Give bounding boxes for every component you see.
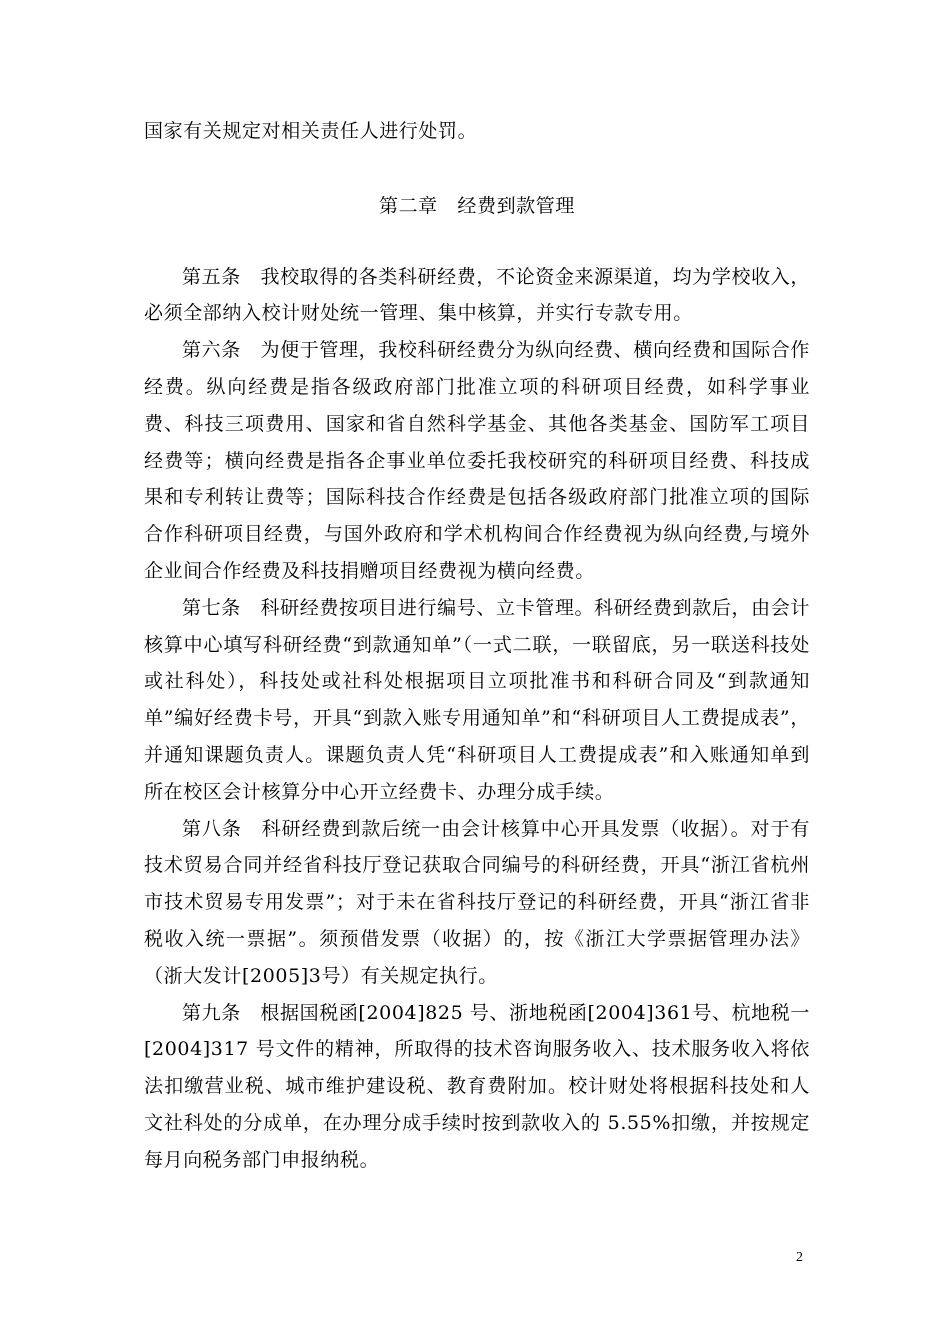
article-5: 第五条 我校取得的各类科研经费，不论资金来源渠道，均为学校收入，必须全部纳入校计财处统一管理、集中核算，并实行专款专用。 [144, 265, 810, 325]
chapter-title: 第二章 经费到款管理 [378, 194, 575, 217]
article-6: 第六条 为便于管理，我校科研经费分为纵向经费、横向经费和国际合作经费。纵向经费是指各级政府部门批准立项的科研项目经费，如科学事业费、科技三项费用、国家和省自然科学基金、其他各类基金、国防军工项目经费等；横向经费是指各企事业单位委托我校研究的科研项目经费、科技成果和专利转让费等；国际科技合作经费是包括各级政府部门批准立项的国际合作科研项目经费，与国外政府和学术机构间合作经费视为纵向经费,与境外企业间合作经费及科技捐赠项目经费视为横向经费。 [144, 339, 810, 582]
lead-paragraph: 国家有关规定对相关责任人进行处罚。 [144, 120, 478, 142]
page-number: 2 [796, 1250, 803, 1265]
article-7: 第七条 科研经费按项目进行编号、立卡管理。科研经费到款后，由会计核算中心填写科研经费“到款通知单”（一式二联，一联留底，另一联送科技处或社科处），科技处或社科处根据项目立项批准书和科研合同及“到款通知单”编好经费卡号，开具“到款入账专用通知单”和“科研项目人工费提成表”，并通知课题负责人。课题负责人凭“科研项目人工费提成表”和入账通知单到所在校区会计核算分中心开立经费卡、办理分成手续。 [144, 596, 810, 803]
article-9: 第九条 根据国税函[2004]825 号、浙地税函[2004]361号、杭地税一[2004]317 号文件的精神，所取得的技术咨询服务收入、技术服务收入将依法扣缴营业税、城市维护建设税、教育费附加。校计财处将根据科技处和人文社科处的分成单，在办理分成手续时按到款收入的 5.55%扣缴，并按规定每月向税务部门申报纳税。 [144, 1001, 810, 1171]
document-body [144, 113, 810, 1179]
article-8: 第八条 科研经费到款后统一由会计核算中心开具发票（收据）。对于有技术贸易合同并经省科技厅登记获取合同编号的科研经费，开具“浙江省杭州市技术贸易专用发票”；对于未在省科技厅登记的科研经费，开具“浙江省非税收入统一票据”。须预借发票（收据）的，按《浙江大学票据管理办法》（浙大发计[2005]3号）有关规定执行。 [144, 817, 810, 987]
